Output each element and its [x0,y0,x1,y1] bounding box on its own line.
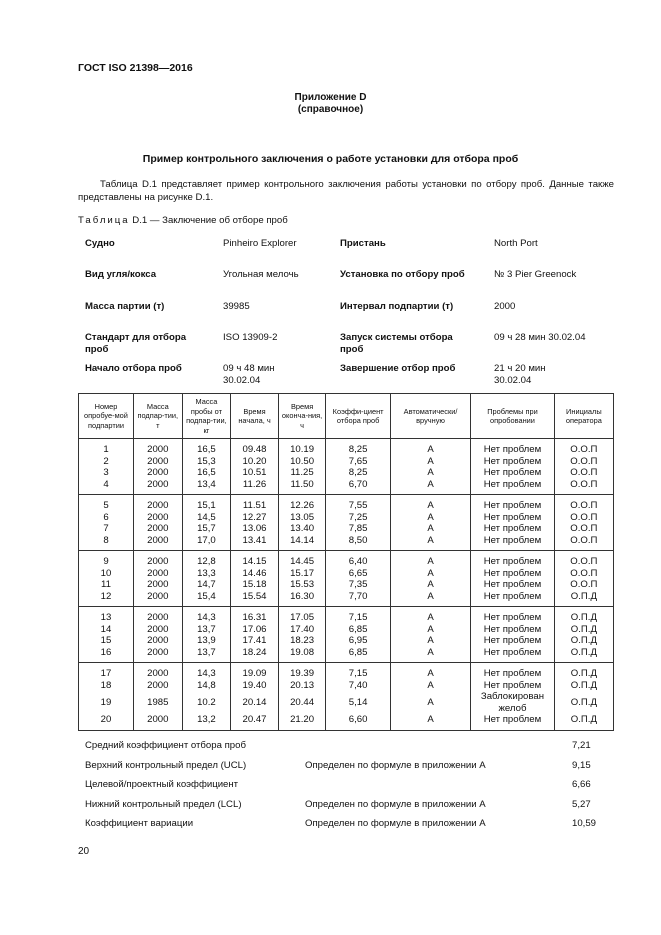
cell-subbatch-mass: 2000 [133,535,182,551]
start-value: 09 ч 48 мин 30.02.04 [223,363,275,386]
cell-operator-initials: О.П.Д [554,607,613,624]
cell-sample-mass: 16,5 [182,467,231,479]
cell-end-time: 19.08 [278,647,326,663]
column-header: Время начала, ч [231,394,279,439]
cell-sampling-ratio: 5,14 [326,691,390,714]
cell-sampling-ratio: 7,25 [326,512,390,524]
cell-subbatch-number: 15 [79,635,134,647]
berth-label: Пристань [340,238,386,249]
mass-label: Масса партии (т) [85,301,165,312]
cell-subbatch-number: 14 [79,624,134,636]
cell-end-time: 15.17 [278,568,326,580]
cell-end-time: 13.40 [278,523,326,535]
summary-value-ucl: 9,15 [572,760,591,771]
table-row [79,512,614,524]
interval-value: 2000 [494,301,516,312]
table-header-row [79,394,614,439]
cell-problems: Нет проблем [471,568,555,580]
cell-operator-initials: О.П.Д [554,624,613,636]
cell-sampling-ratio: 6,40 [326,551,390,568]
cell-subbatch-number: 6 [79,512,134,524]
cell-sample-mass: 15,3 [182,456,231,468]
end-value: 21 ч 20 мин 30.02.04 [494,363,546,386]
column-header: Время оконча-ния, ч [278,394,326,439]
cell-problems: Нет проблем [471,663,555,680]
cell-operator-initials: О.П.Д [554,647,613,663]
cell-operator-initials: О.П.Д [554,663,613,680]
cell-sample-mass: 14,7 [182,579,231,591]
cell-subbatch-mass: 2000 [133,714,182,730]
vessel-value: Pinheiro Explorer [223,238,297,249]
cell-start-time: 10.51 [231,467,279,479]
cell-sampling-ratio: 8,25 [326,439,390,456]
cell-sample-mass: 15,4 [182,591,231,607]
page-number: 20 [78,846,90,857]
appendix-heading [0,92,661,116]
cell-subbatch-number: 7 [79,523,134,535]
cell-subbatch-mass: 2000 [133,680,182,692]
cell-sampling-ratio: 7,55 [326,495,390,512]
cell-operator-initials: О.О.П [554,568,613,580]
cell-start-time: 20.47 [231,714,279,730]
cell-mode: A [390,714,470,730]
cell-start-time: 19.40 [231,680,279,692]
cell-subbatch-mass: 2000 [133,479,182,495]
cell-sampling-ratio: 6,60 [326,714,390,730]
table-row [79,607,614,624]
cell-start-time: 15.54 [231,591,279,607]
summary-value-cv: 10,59 [572,818,597,829]
cell-start-time: 20.14 [231,691,279,714]
cell-problems: Нет проблем [471,479,555,495]
cell-mode: A [390,691,470,714]
cell-end-time: 19.39 [278,663,326,680]
cell-problems: Нет проблем [471,624,555,636]
table-row [79,691,614,714]
cell-start-time: 13.06 [231,523,279,535]
cell-sample-mass: 14,3 [182,607,231,624]
cell-problems: Нет проблем [471,647,555,663]
cell-sampling-ratio: 7,15 [326,607,390,624]
cell-start-time: 19.09 [231,663,279,680]
cell-problems: Нет проблем [471,714,555,730]
cell-start-time: 12.27 [231,512,279,524]
cell-start-time: 17.06 [231,624,279,636]
cell-start-time: 15.18 [231,579,279,591]
cell-sampling-ratio: 6,95 [326,635,390,647]
cell-mode: A [390,456,470,468]
cell-sampling-ratio: 7,40 [326,680,390,692]
table-row [79,647,614,663]
table-row [79,535,614,551]
cell-sampling-ratio: 7,70 [326,591,390,607]
cell-operator-initials: О.П.Д [554,680,613,692]
cell-sample-mass: 12,8 [182,551,231,568]
cell-problems: Нет проблем [471,535,555,551]
cell-mode: A [390,467,470,479]
cell-problems: Нет проблем [471,579,555,591]
cell-problems: Нет проблем [471,512,555,524]
coal-label: Вид угля/кокса [85,269,157,280]
table-caption [78,215,288,226]
cell-sample-mass: 13,9 [182,635,231,647]
cell-operator-initials: О.О.П [554,523,613,535]
cell-subbatch-mass: 2000 [133,456,182,468]
cell-mode: A [390,579,470,591]
coal-value: Угольная мелочь [223,269,299,280]
table-row [79,495,614,512]
cell-subbatch-number: 19 [79,691,134,714]
vessel-label: Судно [85,238,115,249]
cell-sample-mass: 14,3 [182,663,231,680]
cell-problems: Нет проблем [471,635,555,647]
cell-operator-initials: О.О.П [554,467,613,479]
table-row [79,663,614,680]
section-title: Пример контрольного заключения о работе установки для отбора проб [142,153,519,165]
summary-value-target: 6,66 [572,779,591,790]
cell-mode: A [390,439,470,456]
cell-operator-initials: О.О.П [554,579,613,591]
table-row [79,439,614,456]
cell-end-time: 14.45 [278,551,326,568]
cell-problems: Нет проблем [471,439,555,456]
cell-subbatch-number: 18 [79,680,134,692]
cell-subbatch-number: 11 [79,579,134,591]
cell-sampling-ratio: 6,85 [326,647,390,663]
berth-value: North Port [494,238,538,249]
cell-mode: A [390,495,470,512]
column-header: Проблемы при опробовании [471,394,555,439]
cell-start-time: 18.24 [231,647,279,663]
table-row [79,467,614,479]
cell-subbatch-mass: 2000 [133,607,182,624]
cell-subbatch-number: 1 [79,439,134,456]
cell-mode: A [390,624,470,636]
cell-operator-initials: О.П.Д [554,635,613,647]
launch-label: Запуск системы отбора проб [340,332,453,355]
start-label: Начало отбора проб [85,363,182,374]
cell-mode: A [390,663,470,680]
cell-subbatch-mass: 2000 [133,551,182,568]
cell-operator-initials: О.П.Д [554,714,613,730]
table-row [79,579,614,591]
cell-problems: Нет проблем [471,467,555,479]
cell-start-time: 14.15 [231,551,279,568]
table-row [79,680,614,692]
cell-subbatch-number: 12 [79,591,134,607]
cell-subbatch-mass: 2000 [133,635,182,647]
cell-subbatch-number: 10 [79,568,134,580]
cell-subbatch-number: 8 [79,535,134,551]
cell-problems: Нет проблем [471,591,555,607]
cell-mode: A [390,607,470,624]
cell-end-time: 17.05 [278,607,326,624]
cell-sample-mass: 15,7 [182,523,231,535]
cell-sample-mass: 13,3 [182,568,231,580]
summary-note-cv: Определен по формуле в приложении А [305,818,486,829]
cell-end-time: 16.30 [278,591,326,607]
cell-sample-mass: 14,5 [182,512,231,524]
cell-operator-initials: О.П.Д [554,591,613,607]
summary-value-lcl: 5,27 [572,799,591,810]
cell-sample-mass: 13,7 [182,624,231,636]
cell-sampling-ratio: 6,65 [326,568,390,580]
intro-paragraph: Таблица D.1 представляет пример контрольного заключения работы установки по отбору проб. Данные также представлены на рисунке D.1. [78,179,614,203]
launch-value: 09 ч 28 мин 30.02.04 [494,332,586,343]
cell-start-time: 10.20 [231,456,279,468]
cell-problems: Нет проблем [471,551,555,568]
cell-operator-initials: О.О.П [554,535,613,551]
cell-problems: Нет проблем [471,523,555,535]
cell-problems: Нет проблем [471,607,555,624]
summary-label-mean: Средний коэффициент отбора проб [85,740,246,751]
column-header: Автоматически/ вручную [390,394,470,439]
cell-sampling-ratio: 7,35 [326,579,390,591]
cell-sample-mass: 16,5 [182,439,231,456]
cell-sample-mass: 13,4 [182,479,231,495]
cell-subbatch-mass: 1985 [133,691,182,714]
column-header: Инициалы оператора [554,394,613,439]
cell-end-time: 13.05 [278,512,326,524]
cell-operator-initials: О.О.П [554,439,613,456]
cell-operator-initials: О.О.П [554,495,613,512]
summary-label-lcl: Нижний контрольный предел (LCL) [85,799,242,810]
cell-start-time: 14.46 [231,568,279,580]
cell-mode: A [390,535,470,551]
summary-value-mean: 7,21 [572,740,591,751]
cell-sampling-ratio: 6,70 [326,479,390,495]
table-row [79,591,614,607]
unit-label: Установка по отбору проб [340,269,465,280]
unit-value: № 3 Pier Greenock [494,269,577,280]
cell-sample-mass: 15,1 [182,495,231,512]
column-header: Масса пробы от подпар-тии, кг [182,394,231,439]
cell-mode: A [390,568,470,580]
cell-subbatch-mass: 2000 [133,523,182,535]
column-header: Коэффи-циент отбора проб [326,394,390,439]
table-row [79,624,614,636]
interval-label: Интервал подпартии (т) [340,301,454,312]
cell-subbatch-number: 9 [79,551,134,568]
cell-end-time: 20.13 [278,680,326,692]
cell-subbatch-mass: 2000 [133,663,182,680]
cell-sampling-ratio: 8,50 [326,535,390,551]
cell-problems: Нет проблем [471,680,555,692]
cell-sample-mass: 14,8 [182,680,231,692]
cell-subbatch-number: 2 [79,456,134,468]
cell-end-time: 18.23 [278,635,326,647]
cell-subbatch-number: 4 [79,479,134,495]
cell-sampling-ratio: 7,85 [326,523,390,535]
table-row [79,568,614,580]
cell-subbatch-number: 5 [79,495,134,512]
table-row [79,479,614,495]
table-row [79,635,614,647]
cell-subbatch-number: 13 [79,607,134,624]
cell-subbatch-mass: 2000 [133,495,182,512]
cell-end-time: 11.25 [278,467,326,479]
cell-end-time: 10.50 [278,456,326,468]
table-row [79,551,614,568]
cell-sampling-ratio: 8,25 [326,467,390,479]
table-row [79,456,614,468]
cell-subbatch-number: 16 [79,647,134,663]
cell-sample-mass: 13,2 [182,714,231,730]
cell-operator-initials: О.О.П [554,479,613,495]
cell-end-time: 15.53 [278,579,326,591]
cell-problems: Нет проблем [471,495,555,512]
cell-operator-initials: О.О.П [554,551,613,568]
summary-note-lcl: Определен по формуле в приложении А [305,799,486,810]
cell-operator-initials: О.П.Д [554,691,613,714]
cell-start-time: 09.48 [231,439,279,456]
summary-label-cv: Коэффициент вариации [85,818,194,829]
cell-subbatch-number: 3 [79,467,134,479]
cell-end-time: 21.20 [278,714,326,730]
standard-value: ISO 13909-2 [223,332,278,343]
mass-value: 39985 [223,301,250,312]
appendix-subtitle: (справочное) [297,104,364,115]
summary-label-ucl: Верхний контрольный предел (UCL) [85,760,247,771]
cell-subbatch-mass: 2000 [133,568,182,580]
cell-subbatch-number: 17 [79,663,134,680]
cell-end-time: 20.44 [278,691,326,714]
cell-sample-mass: 10.2 [182,691,231,714]
cell-operator-initials: О.О.П [554,512,613,524]
table-row [79,523,614,535]
cell-mode: A [390,479,470,495]
cell-mode: A [390,523,470,535]
table-caption-text: D.1 — Заключение об отборе проб [129,215,288,226]
sampling-table [78,393,614,731]
cell-mode: A [390,591,470,607]
summary-note-ucl: Определен по формуле в приложении А [305,760,486,771]
cell-mode: A [390,512,470,524]
cell-end-time: 10.19 [278,439,326,456]
cell-mode: A [390,647,470,663]
cell-start-time: 16.31 [231,607,279,624]
table-caption-prefix: Таблица [78,215,130,226]
cell-mode: A [390,680,470,692]
document-id: ГОСТ ISO 21398—2016 [78,62,193,74]
table-row [79,714,614,730]
standard-label: Стандарт для отбора проб [85,332,187,355]
cell-start-time: 17.41 [231,635,279,647]
cell-mode: A [390,635,470,647]
cell-end-time: 12.26 [278,495,326,512]
cell-end-time: 11.50 [278,479,326,495]
cell-problems: Заблокирован желоб [471,691,555,714]
column-header: Номер опробуе-мой подпартии [79,394,134,439]
cell-subbatch-mass: 2000 [133,579,182,591]
cell-mode: A [390,551,470,568]
cell-sampling-ratio: 7,65 [326,456,390,468]
cell-problems: Нет проблем [471,456,555,468]
cell-start-time: 11.26 [231,479,279,495]
cell-sample-mass: 13,7 [182,647,231,663]
cell-subbatch-mass: 2000 [133,624,182,636]
cell-start-time: 13.41 [231,535,279,551]
cell-subbatch-mass: 2000 [133,591,182,607]
cell-subbatch-mass: 2000 [133,467,182,479]
cell-subbatch-mass: 2000 [133,512,182,524]
cell-sample-mass: 17,0 [182,535,231,551]
column-header: Масса подпар-тии, т [133,394,182,439]
cell-subbatch-number: 20 [79,714,134,730]
cell-end-time: 17.40 [278,624,326,636]
cell-subbatch-mass: 2000 [133,647,182,663]
table-body [79,439,614,731]
end-label: Завершение отбор проб [340,363,456,374]
cell-operator-initials: О.О.П [554,456,613,468]
cell-subbatch-mass: 2000 [133,439,182,456]
cell-sampling-ratio: 6,85 [326,624,390,636]
cell-sampling-ratio: 7,15 [326,663,390,680]
cell-end-time: 14.14 [278,535,326,551]
cell-start-time: 11.51 [231,495,279,512]
appendix-title: Приложение D [294,92,367,103]
summary-label-target: Целевой/проектный коэффициент [85,779,239,790]
